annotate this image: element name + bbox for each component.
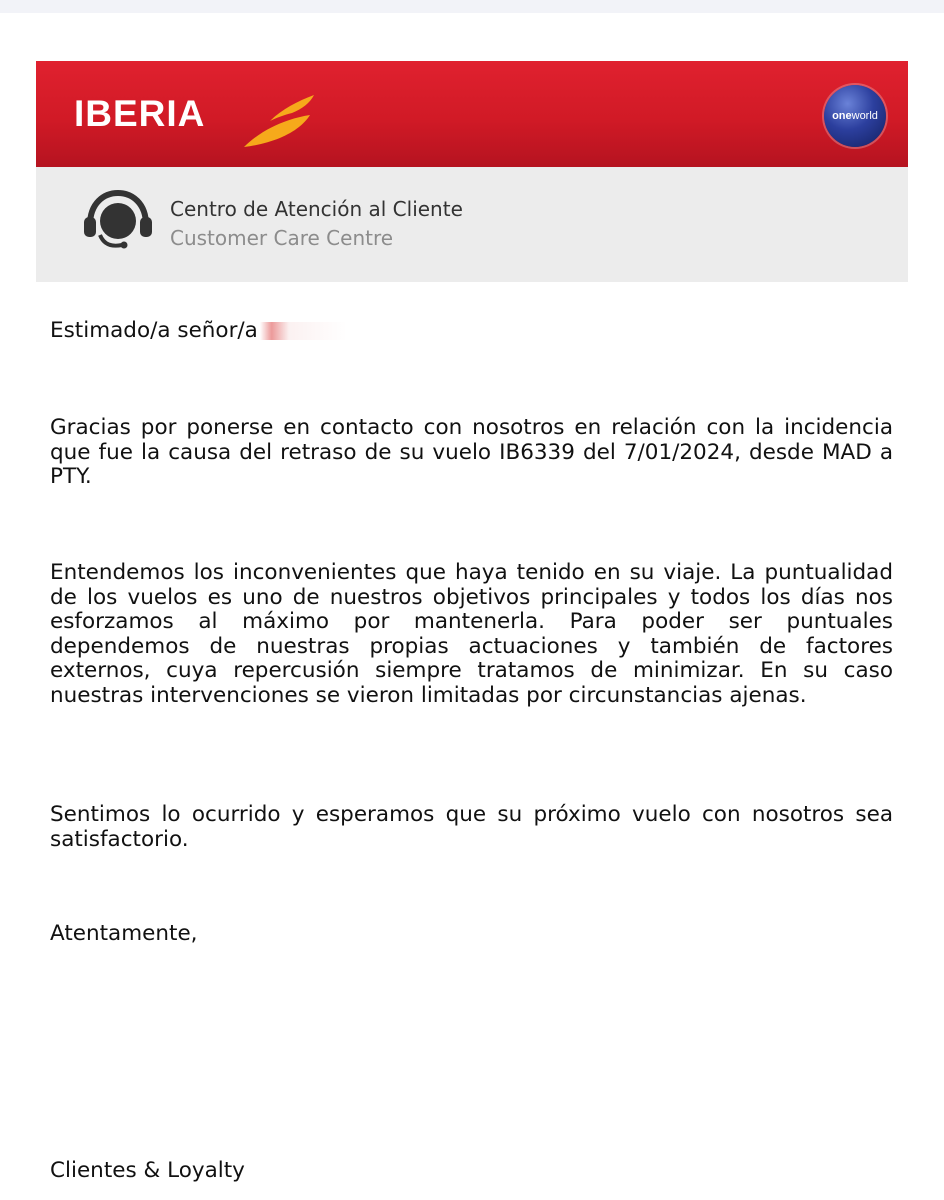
redacted-name: [260, 322, 550, 340]
alliance-badge-one: one: [832, 110, 852, 122]
greeting: Estimado/a señor/a: [50, 318, 258, 343]
oneworld-badge: [824, 85, 886, 147]
care-centre-subtitle: Customer Care Centre: [170, 226, 394, 250]
closing: Atentamente,: [50, 921, 198, 946]
paragraph-punctuality: Entendemos los inconvenientes que haya tenido en su viaje. La puntualidad de los vuelos es uno de nuestros objetivos principales y todos los días nos esforzamos al máximo por mantenerla. Para poder ser puntuales dependemos de nuestras propias actuaciones y también de factores externos, cuya repercusión siempre tratamos de minimizar. En su caso nuestras intervenciones se vieron limitadas por circunstancias ajenas.: [50, 560, 893, 708]
customer-care-bar: [36, 167, 908, 282]
signature: Clientes & Loyalty: [50, 1158, 245, 1183]
brand-name: IBERIA: [74, 93, 206, 134]
care-centre-title: Centro de Atención al Cliente: [170, 197, 463, 221]
paragraph-apology: Sentimos lo ocurrido y esperamos que su próximo vuelo con nosotros sea satisfactorio.: [50, 802, 893, 852]
alliance-badge-world: world: [851, 110, 878, 122]
paragraph-flight-incident: Gracias por ponerse en contacto con nosotros en relación con la incidencia que fue la causa del retraso de su vuelo IB6339 del 7/01/2024, desde MAD a PTY.: [50, 415, 893, 489]
greeting-line: [50, 319, 893, 344]
header-banner: [36, 61, 908, 167]
headset-agent-icon: [82, 189, 154, 251]
iberia-wing-icon: [240, 91, 316, 149]
top-strip: [0, 0, 944, 13]
